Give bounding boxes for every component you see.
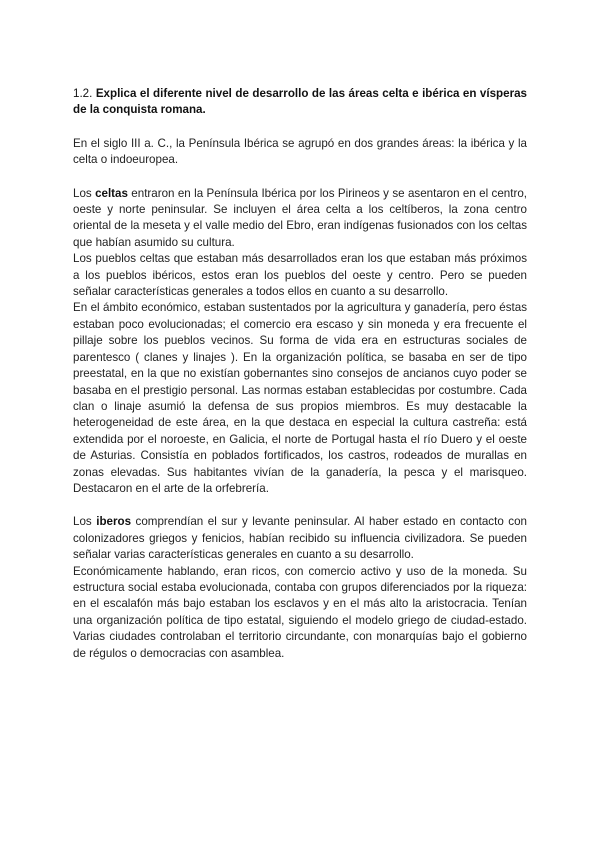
celtas-paragraph-2: Los pueblos celtas que estaban más desarrollados eran los que estaban más próximos a los pueblos ibéricos, estos eran los pueblos del oeste y centro. Pero se pueden señalar características generales a todos ellos en cuanto a su desarrollo.	[73, 252, 527, 299]
celtas-lead: Los	[73, 186, 96, 200]
document-body	[73, 86, 527, 662]
question-heading	[73, 86, 527, 119]
celtas-keyword: celtas	[95, 186, 128, 200]
question-number: 1.2.	[73, 87, 93, 100]
intro-paragraph: En el siglo III a. C., la Península Ibérica se agrupó en dos grandes áreas: la ibérica y la celta o indoeuropea.	[73, 136, 527, 167]
iberos-lead: Los	[73, 515, 97, 529]
iberos-paragraph-1	[73, 514, 527, 563]
celtas-paragraph-3: En el ámbito económico, estaban sustentados por la agricultura y ganadería, pero éstas estaban poco evolucionadas; el comercio era escaso y sin moneda y era frecuente el pillaje sobre los pueblos vecinos. Su forma de vida era en estructuras sociales de parentesco ( clanes y linajes ). En la organización política, se basaba en ser de tipo preestatal, en la que no existían gobernantes sino consejos de ancianos cuyo poder se basaba en el prestigio personal. Las normas estaban establecidas por costumbre. Cada clan o linaje asumió la defensa de sus propios miembros. Es muy destacable la heterogeneidad de este área, en la que destaca en especial la cultura castreña: está extendida por el noroeste, en Galicia, el norte de Portugal hasta el río Duero y el oeste de Asturias. Consistía en poblados fortificados, los castros, rodeados de murallas en zonas elevadas. Sus habitantes vivían de la ganadería, la pesca y el marisqueo. Destacaron en el arte de la orfebrería.	[73, 301, 527, 495]
iberos-paragraph-2: Económicamente hablando, eran ricos, con comercio activo y uso de la moneda. Su estructura social estaba evolucionada, contaba con grupos diferenciados por la riqueza: en el escalafón más bajo estaban los esclavos y en el más alto la aristocracia. Tenían una organización política de tipo estatal, siguiendo el modelo griego de ciudad-estado. Varias ciudades controlaban el territorio circundante, con monarquías bajo el gobierno de régulos o democracias con asamblea.	[73, 564, 527, 660]
celtas-paragraph-1	[73, 186, 527, 252]
iberos-keyword: iberos	[96, 515, 132, 529]
question-text: Explica el diferente nivel de desarrollo de las áreas celta e ibérica en vísperas de la conquista romana.	[73, 87, 527, 117]
iberos-rest: comprendían el sur y levante peninsular. Al haber estado en contacto con colonizadores griegos y fenicios, habían recibido su influencia civilizadora. Se pueden señalar varias características generales en cuanto a su desarrollo.	[73, 515, 527, 562]
celtas-rest: entraron en la Península Ibérica por los Pirineos y se asentaron en el centro, oeste y norte peninsular. Se incluyen el área celta a los celtíberos, la zona centro oriental de la meseta y el valle medio del Ebro, eran indígenas fusionados con los celtas que habían asumido su cultura.	[73, 186, 527, 249]
